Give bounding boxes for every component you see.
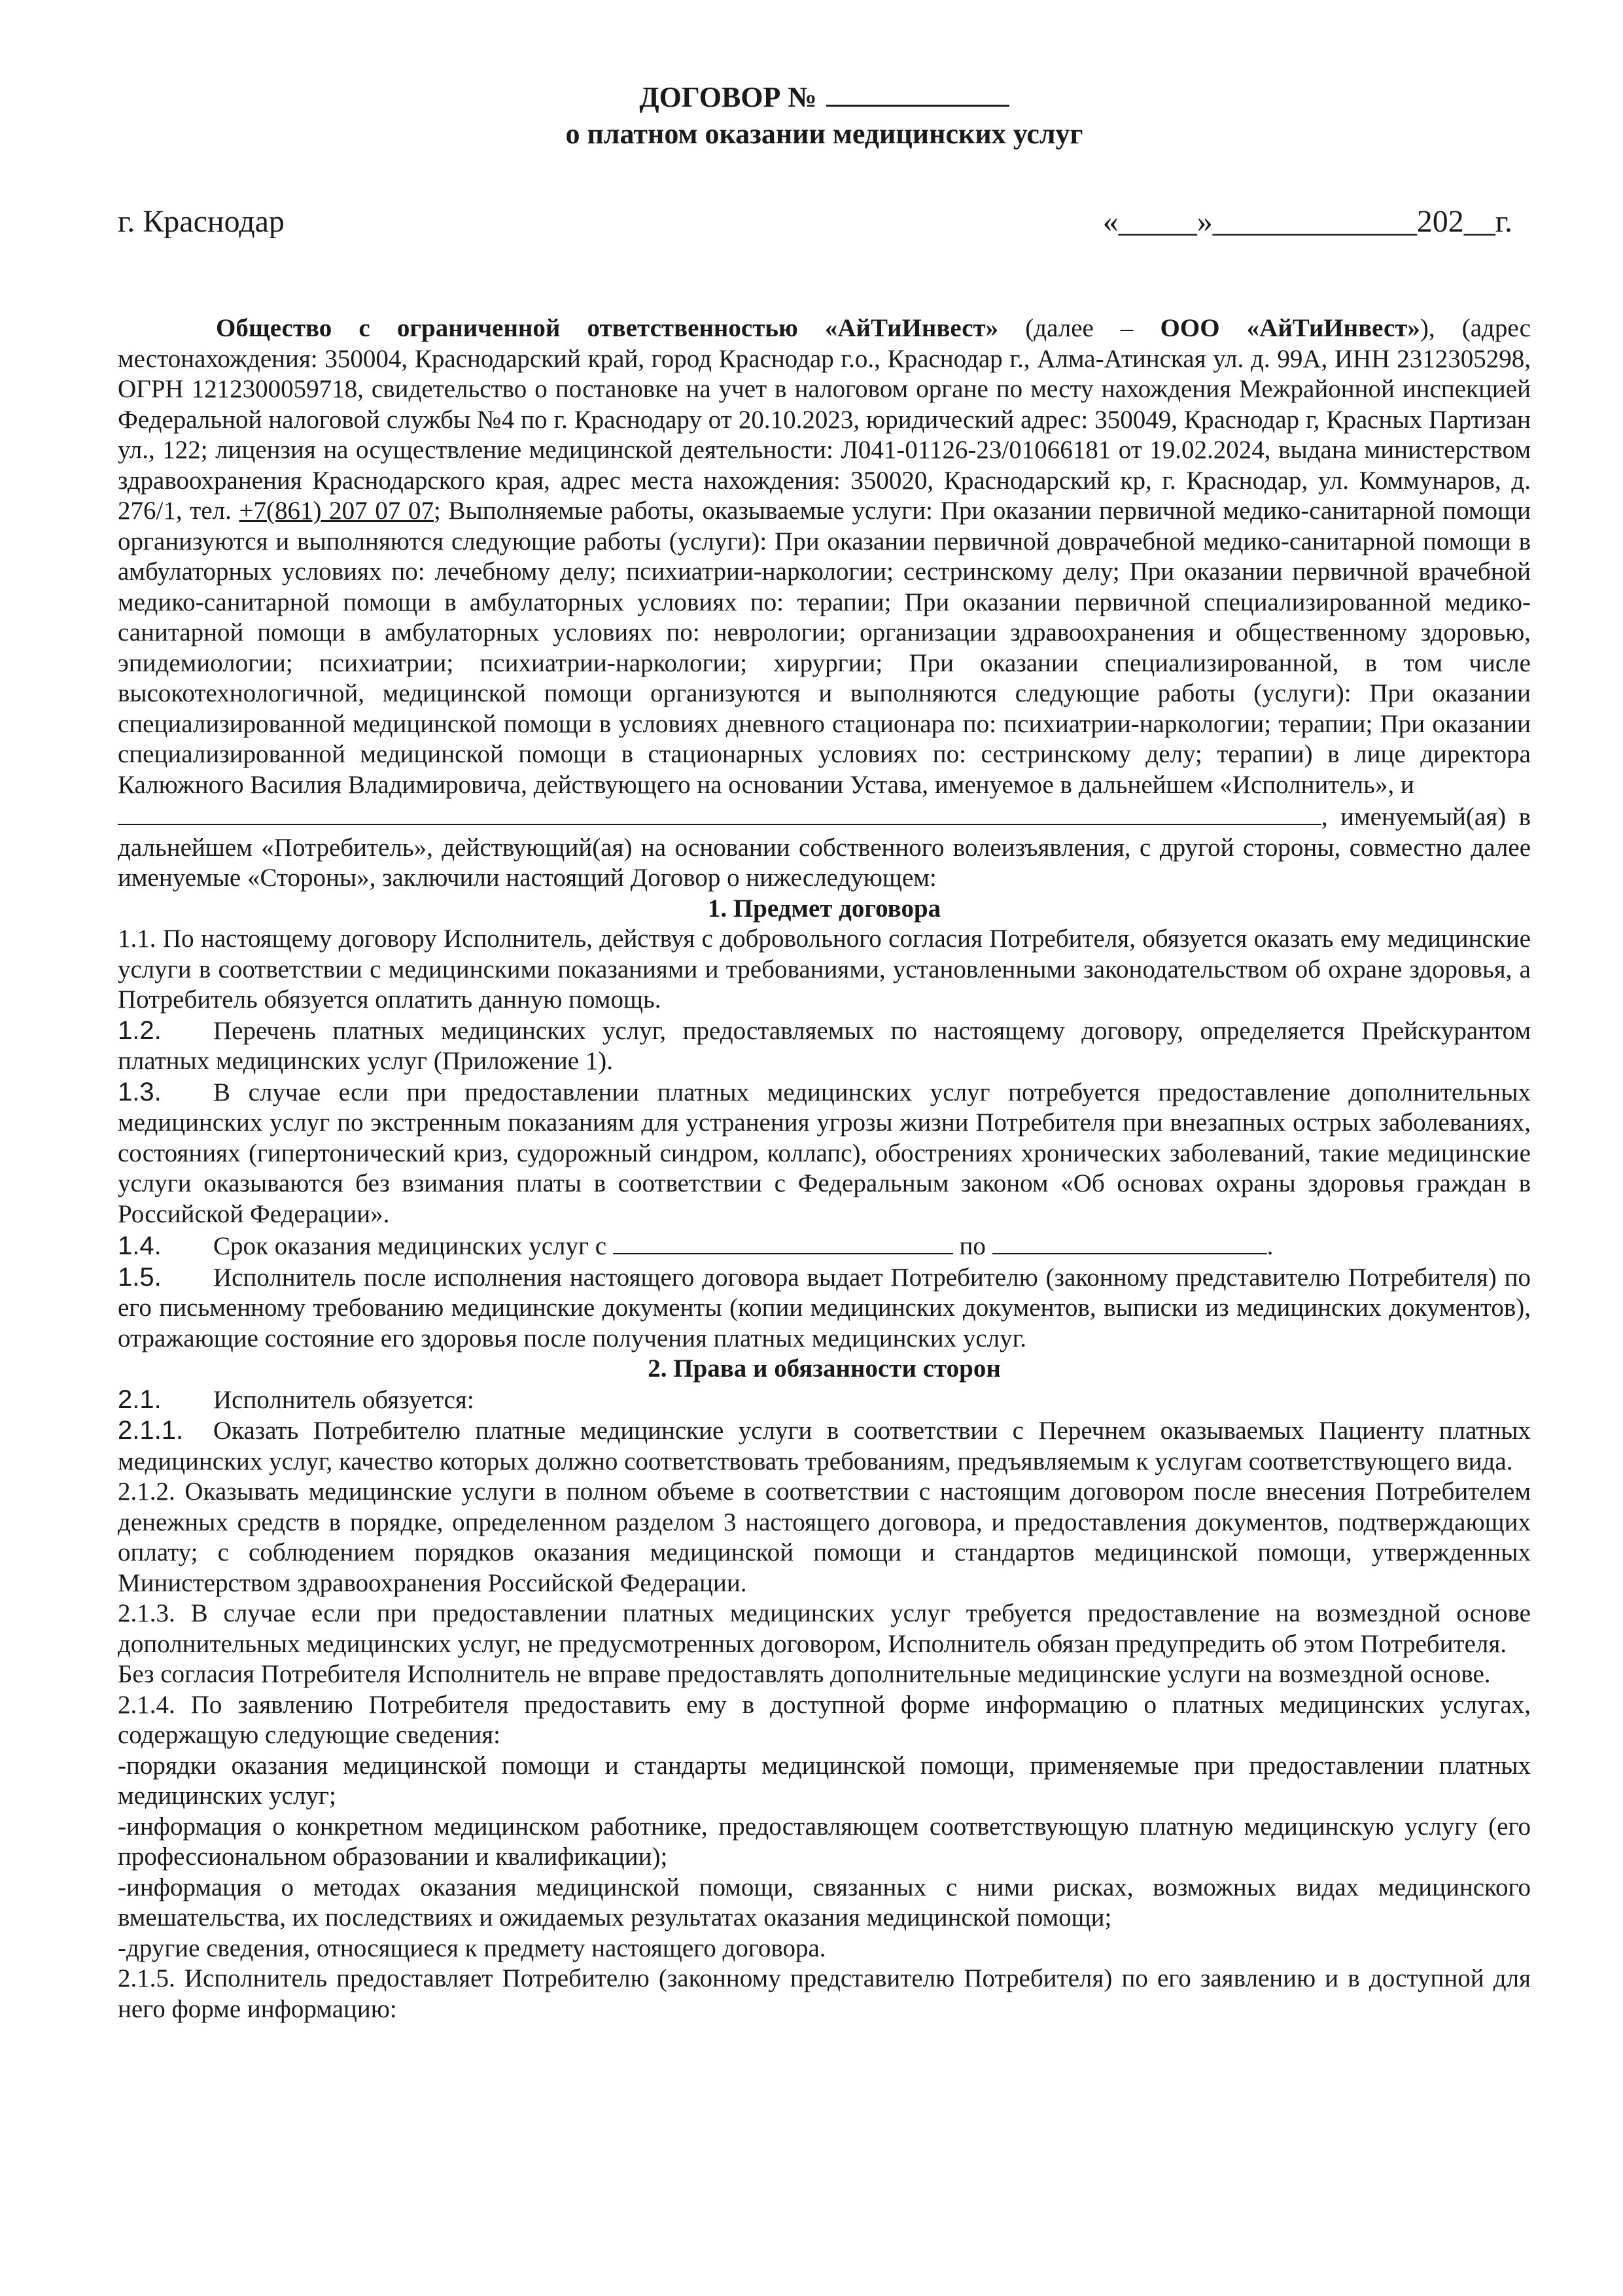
section-2-heading: 2. Права и обязанности сторон — [648, 1354, 1001, 1383]
clause-number: 2.1. — [118, 1385, 162, 1414]
clause-number: 2.1.1. — [118, 1416, 184, 1445]
clause-text: В случае если при предоставлении платных медицинских услуг потребуется предоставление дополнительных медицинских услуг по экстренным показаниям для устранения угрозы жизни Потребителя при внезапных острых заболеваниях, состояниях (гипертонический криз, судорожный синдром, коллапс), обострениях хронических заболеваний, такие медицинские услуги оказываются без взимания платы в соответствии с Федеральным законом «Об основах охраны здоровья граждан в Российской Федерации». — [118, 1078, 1531, 1228]
start-date-blank — [613, 1229, 953, 1254]
preamble-paragraph — [118, 313, 1531, 800]
clause-number: 1.3. — [118, 1077, 162, 1106]
clause-2-1 — [118, 1385, 1531, 1416]
list-item: -информация о конкретном медицинском работнике, предоставляющем соответствующую платную медицинскую услугу (его профессиональном образовании и квалификации); — [118, 1812, 1531, 1871]
clause-number: 1.2. — [118, 1016, 162, 1045]
preamble-text: ; Выполняемые работы, оказываемые услуги: При оказании первичной медико-санитарной помощи организуются и выполняются следующие работы (услуги): При оказании первичной доврачебной медико-санитарной помощи в амбулаторных условиях по: лечебному делу; психиатрии-наркологии; сестринскому делу; При оказании первичной врачебной медико-санитарной помощи в амбулаторных условиях по: терапии; При оказании первичной специализированной медико-санитарной помощи в амбулаторных условиях по: неврологии; организации здравоохранения и общественному здоровью, эпидемиологии; психиатрии; психиатрии-наркологии; хирургии; При оказании специализированной, в том числе высокотехнологичной, медицинской помощи организуются и выполняются следующие работы (услуги): При оказании специализированной медицинской помощи в условиях дневного стационара по: психиатрии-наркологии; терапии; При оказании специализированной медицинской помощи в стационарных условиях по: сестринскому делу; терапии) в лице директора Калюжного Василия Владимировича, действующего на основании Устава, именуемое в дальнейшем «Исполнитель», и — [118, 497, 1531, 799]
list-item: -другие сведения, относящиеся к предмету настоящего договора. — [118, 1934, 826, 1962]
section-1-heading: 1. Предмет договора — [707, 894, 941, 923]
clause-1-2 — [118, 1016, 1531, 1077]
clause-2-1-5: 2.1.5. Исполнитель предоставляет Потребителю (законному представителю Потребителя) по его заявлению и в доступной для него форме информацию: — [118, 1964, 1531, 2023]
clause-text: Исполнитель после исполнения настоящего договора выдает Потребителю (законному представителю Потребителя) по его письменному требованию медицинские документы (копии медицинских документов, выписки из медицинских документов), отражающие состояние его здоровья после получения платных медицинских услуг. — [118, 1263, 1531, 1352]
preamble-closing: дальнейшем «Потребитель», действующий(ая) на основании собственного волеизъявления, с другой стороны, совместно далее именуемые «Стороны», заключили настоящий Договор о нижеследующем: — [118, 833, 1531, 892]
clause-2-1-2: 2.1.2. Оказывать медицинские услуги в полном объеме в соответствии с настоящим договором после внесения Потребителем денежных средств в порядке, определенном разделом 3 настоящего договора, и предоставления документов, подтверждающих оплату; с соблюдением порядков оказания медицинской помощи и стандартов медицинской помощи, утвержденных Министерством здравоохранения Российской Федерации. — [118, 1477, 1531, 1597]
title-text: ДОГОВОР № — [639, 81, 817, 113]
clause-number: 1.5. — [118, 1262, 162, 1292]
org-short-name: ООО «АйТиИнвест» — [1160, 314, 1420, 342]
clause-1-3 — [118, 1077, 1531, 1230]
list-item: -информация о методах оказания медицинской помощи, связанных с ними рисках, возможных видах медицинского вмешательства, их последствиях и ожидаемых результатах оказания медицинской помощи; — [118, 1873, 1531, 1932]
contract-title — [118, 79, 1531, 116]
org-name: Общество с ограниченной ответственностью «АйТиИнвест» — [216, 314, 999, 342]
clause-number: 1.4. — [118, 1231, 162, 1260]
consumer-name-blank — [118, 800, 1321, 825]
clause-text: по — [952, 1232, 992, 1260]
document-content — [118, 79, 1531, 2024]
end-date-blank — [992, 1229, 1267, 1254]
clause-2-1-1 — [118, 1415, 1531, 1477]
clause-2-1-3: 2.1.3. В случае если при предоставлении платных медицинских услуг требуется предоставление на возмездной основе дополнительных медицинских услуг, не предусмотренных договором, Исполнитель обязан предупредить об этом Потребителя. — [118, 1599, 1531, 1658]
clause-1-5 — [118, 1262, 1531, 1354]
city-date-row — [118, 202, 1531, 241]
list-item: -порядки оказания медицинской помощи и стандарты медицинской помощи, применяемые при предоставлении платных медицинских услуг; — [118, 1751, 1531, 1810]
consumer-suffix: , именуемый(ая) в — [1321, 803, 1531, 831]
clause-1-4 — [118, 1229, 1531, 1262]
date-template: «_____»_____________202__г. — [1102, 204, 1512, 239]
contract-subtitle: о платном оказании медицинских услуг — [565, 118, 1083, 150]
contract-body — [118, 313, 1531, 2024]
clause-text: Исполнитель обязуется: — [213, 1385, 474, 1414]
consumer-name-row — [118, 800, 1531, 833]
clause-2-1-3-note: Без согласия Потребителя Исполнитель не вправе предоставлять дополнительные медицинские услуги на возмездной основе. — [118, 1660, 1491, 1688]
city: г. Краснодар — [118, 204, 285, 239]
clause-text: Оказать Потребителю платные медицинские услуги в соответствии с Перечнем оказываемых Пациенту платных медицинских услуг, качество которых должно соответствовать требованиям, предъявляемым к услугам соответствующего вида. — [118, 1417, 1531, 1475]
preamble-text: ), (адрес местонахождения: 350004, Краснодарский край, город Краснодар г.о., Краснодар г., Алма-Атинская ул. д. 99А, ИНН 2312305298, ОГРН 1212300059718, свидетельство о постановке на учет в налоговом органе по месту нахождения Межрайонной инспекцией Федеральной налоговой службы №4 по г. Краснодару от 20.10.2023, юридический адрес: 350049, Краснодар г, Красных Партизан ул., 122; лицензия на осуществление медицинской деятельности: Л041-01126-23/01066181 от 19.02.2024, выдана министерством здравоохранения Краснодарского края, адрес места нахождения: 350020, Краснодарский кр, г. Краснодар, ул. Коммунаров, д. 276/1, тел. — [118, 314, 1531, 525]
preamble-text: (далее – — [998, 314, 1161, 342]
clause-text: Перечень платных медицинских услуг, предоставляемых по настоящему договору, определяется Прейскурантом платных медицинских услуг (Приложение 1). — [118, 1016, 1531, 1075]
contract-number-blank — [826, 79, 1009, 107]
clause-1-1: 1.1. По настоящему договору Исполнитель, действуя с добровольного согласия Потребителя, обязуется оказать ему медицинские услуги в соответствии с медицинскими показаниями и требованиями, установленными законодательством об охране здоровья, а Потребитель обязуется оплатить данную помощь. — [118, 925, 1531, 1014]
phone-link[interactable]: +7(861) 207 07 07 — [239, 497, 434, 525]
clause-2-1-4: 2.1.4. По заявлению Потребителя предоставить ему в доступной форме информацию о платных медицинских услугах, содержащую следующие сведения: — [118, 1690, 1531, 1749]
clause-text: Срок оказания медицинских услуг с — [213, 1232, 613, 1260]
clause-text: . — [1266, 1232, 1274, 1260]
